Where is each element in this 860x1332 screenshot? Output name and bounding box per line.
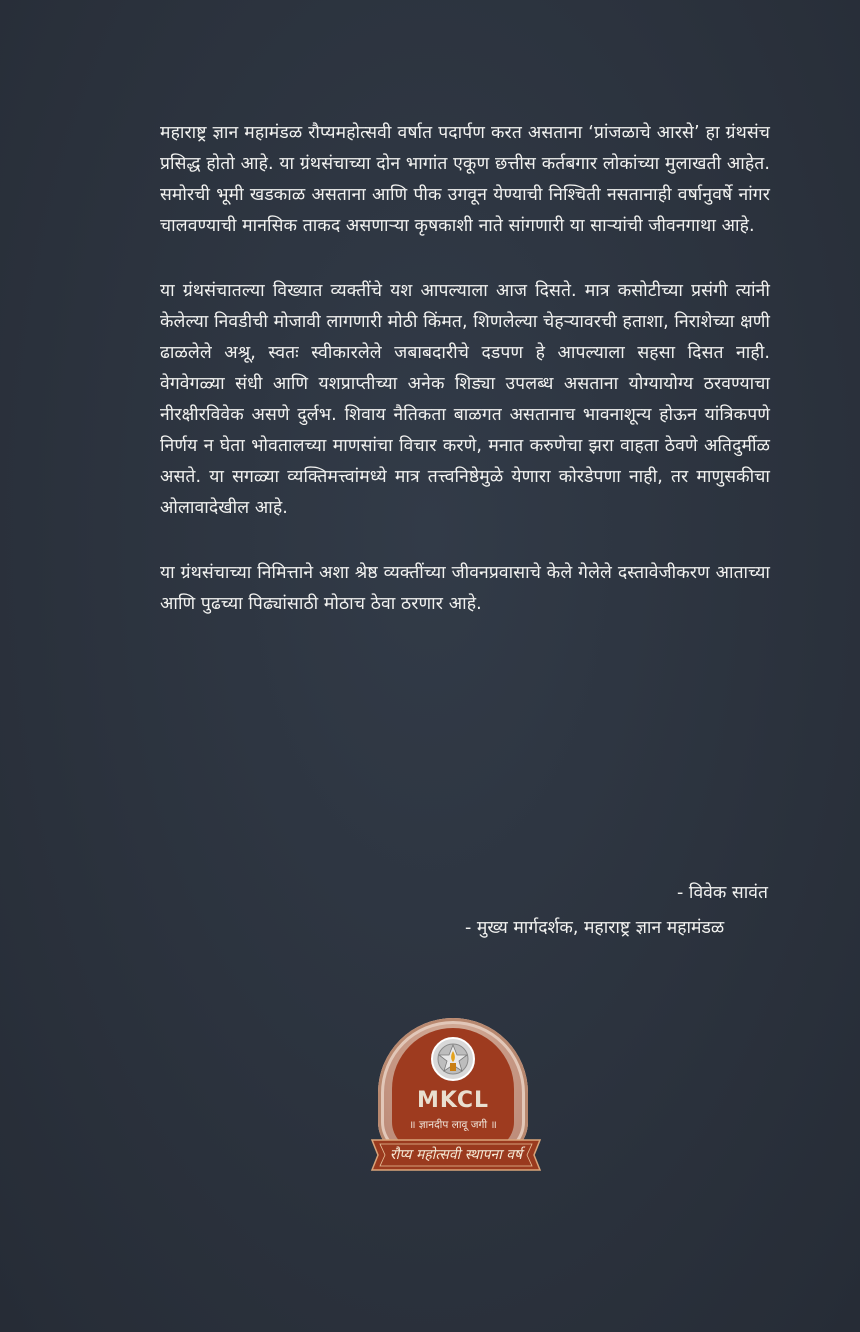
signature-block [465, 876, 768, 946]
author-name: - विवेक सावंत [677, 883, 768, 903]
logo-banner-text: रौप्य महोत्सवी स्थापना वर्ष [389, 1147, 523, 1163]
lamp-emblem-icon [430, 1036, 476, 1082]
mkcl-logo [366, 1018, 546, 1178]
logo-mkcl-text: MKCL [416, 1088, 490, 1113]
author-designation: - मुख्य मार्गदर्शक, महाराष्ट्र ज्ञान महामंडळ [465, 918, 725, 938]
blurb-paragraph-1: महाराष्ट्र ज्ञान महामंडळ रौप्यमहोत्सवी वर्षात पदार्पण करत असताना ‘प्रांजळाचे आरसे’ हा ग्रंथसंच प्रसिद्ध होतो आहे. या ग्रंथसंचाच्या दोन भागांत एकूण छत्तीस कर्तबगार लोकांच्या मुलाखती आहेत. समोरची भूमी खडकाळ असताना आणि पीक उगवून येण्याची निश्चिती नसतानाही वर्षानुवर्षे नांगर चालवण्याची मानसिक ताकद असणाऱ्या कृषकाशी नाते सांगणारी या साऱ्यांची जीवनगाथा आहे. [160, 123, 770, 236]
blurb-text [160, 118, 770, 620]
blurb-paragraph-3: या ग्रंथसंचाच्या निमित्ताने अशा श्रेष्ठ व्यक्तींच्या जीवनप्रवासाचे केले गेलेले दस्तावेजीकरण आताच्या आणि पुढच्या पिढ्यांसाठी मोठाच ठेवा ठरणार आहे. [160, 563, 770, 614]
blurb-paragraph-2: या ग्रंथसंचातल्या विख्यात व्यक्तींचे यश आपल्याला आज दिसते. मात्र कसोटीच्या प्रसंगी त्यांनी केलेल्या निवडीची मोजावी लागणारी मोठी किंमत, शिणलेल्या चेहऱ्यावरची हताशा, निराशेच्या क्षणी ढाळलेले अश्रू, स्वतः स्वीकारलेले जबाबदारीचे दडपण हे आपल्याला सहसा दिसत नाही. वेगवेगळ्या संधी आणि यशप्राप्तीच्या अनेक शिड्या उपलब्ध असताना योग्यायोग्य ठरवण्याचा नीरक्षीरविवेक असणे दुर्लभ. शिवाय नैतिकता बाळगत असतानाच भावनाशून्य होऊन यांत्रिकपणे निर्णय न घेता भोवतालच्या माणसांचा विचार करणे, मनात करुणेचा झरा वाहता ठेवणे अतिदुर्मीळ असते. या सगळ्या व्यक्तिमत्त्वांमध्ये मात्र तत्त्वनिष्ठेमुळे येणारा कोरडेपणा नाही, तर माणुसकीचा ओलावादेखील आहे. [160, 281, 770, 518]
logo-tagline: ॥ ज्ञानदीप लावू जगी ॥ [409, 1119, 497, 1131]
logo-seal-inner [392, 1028, 514, 1150]
